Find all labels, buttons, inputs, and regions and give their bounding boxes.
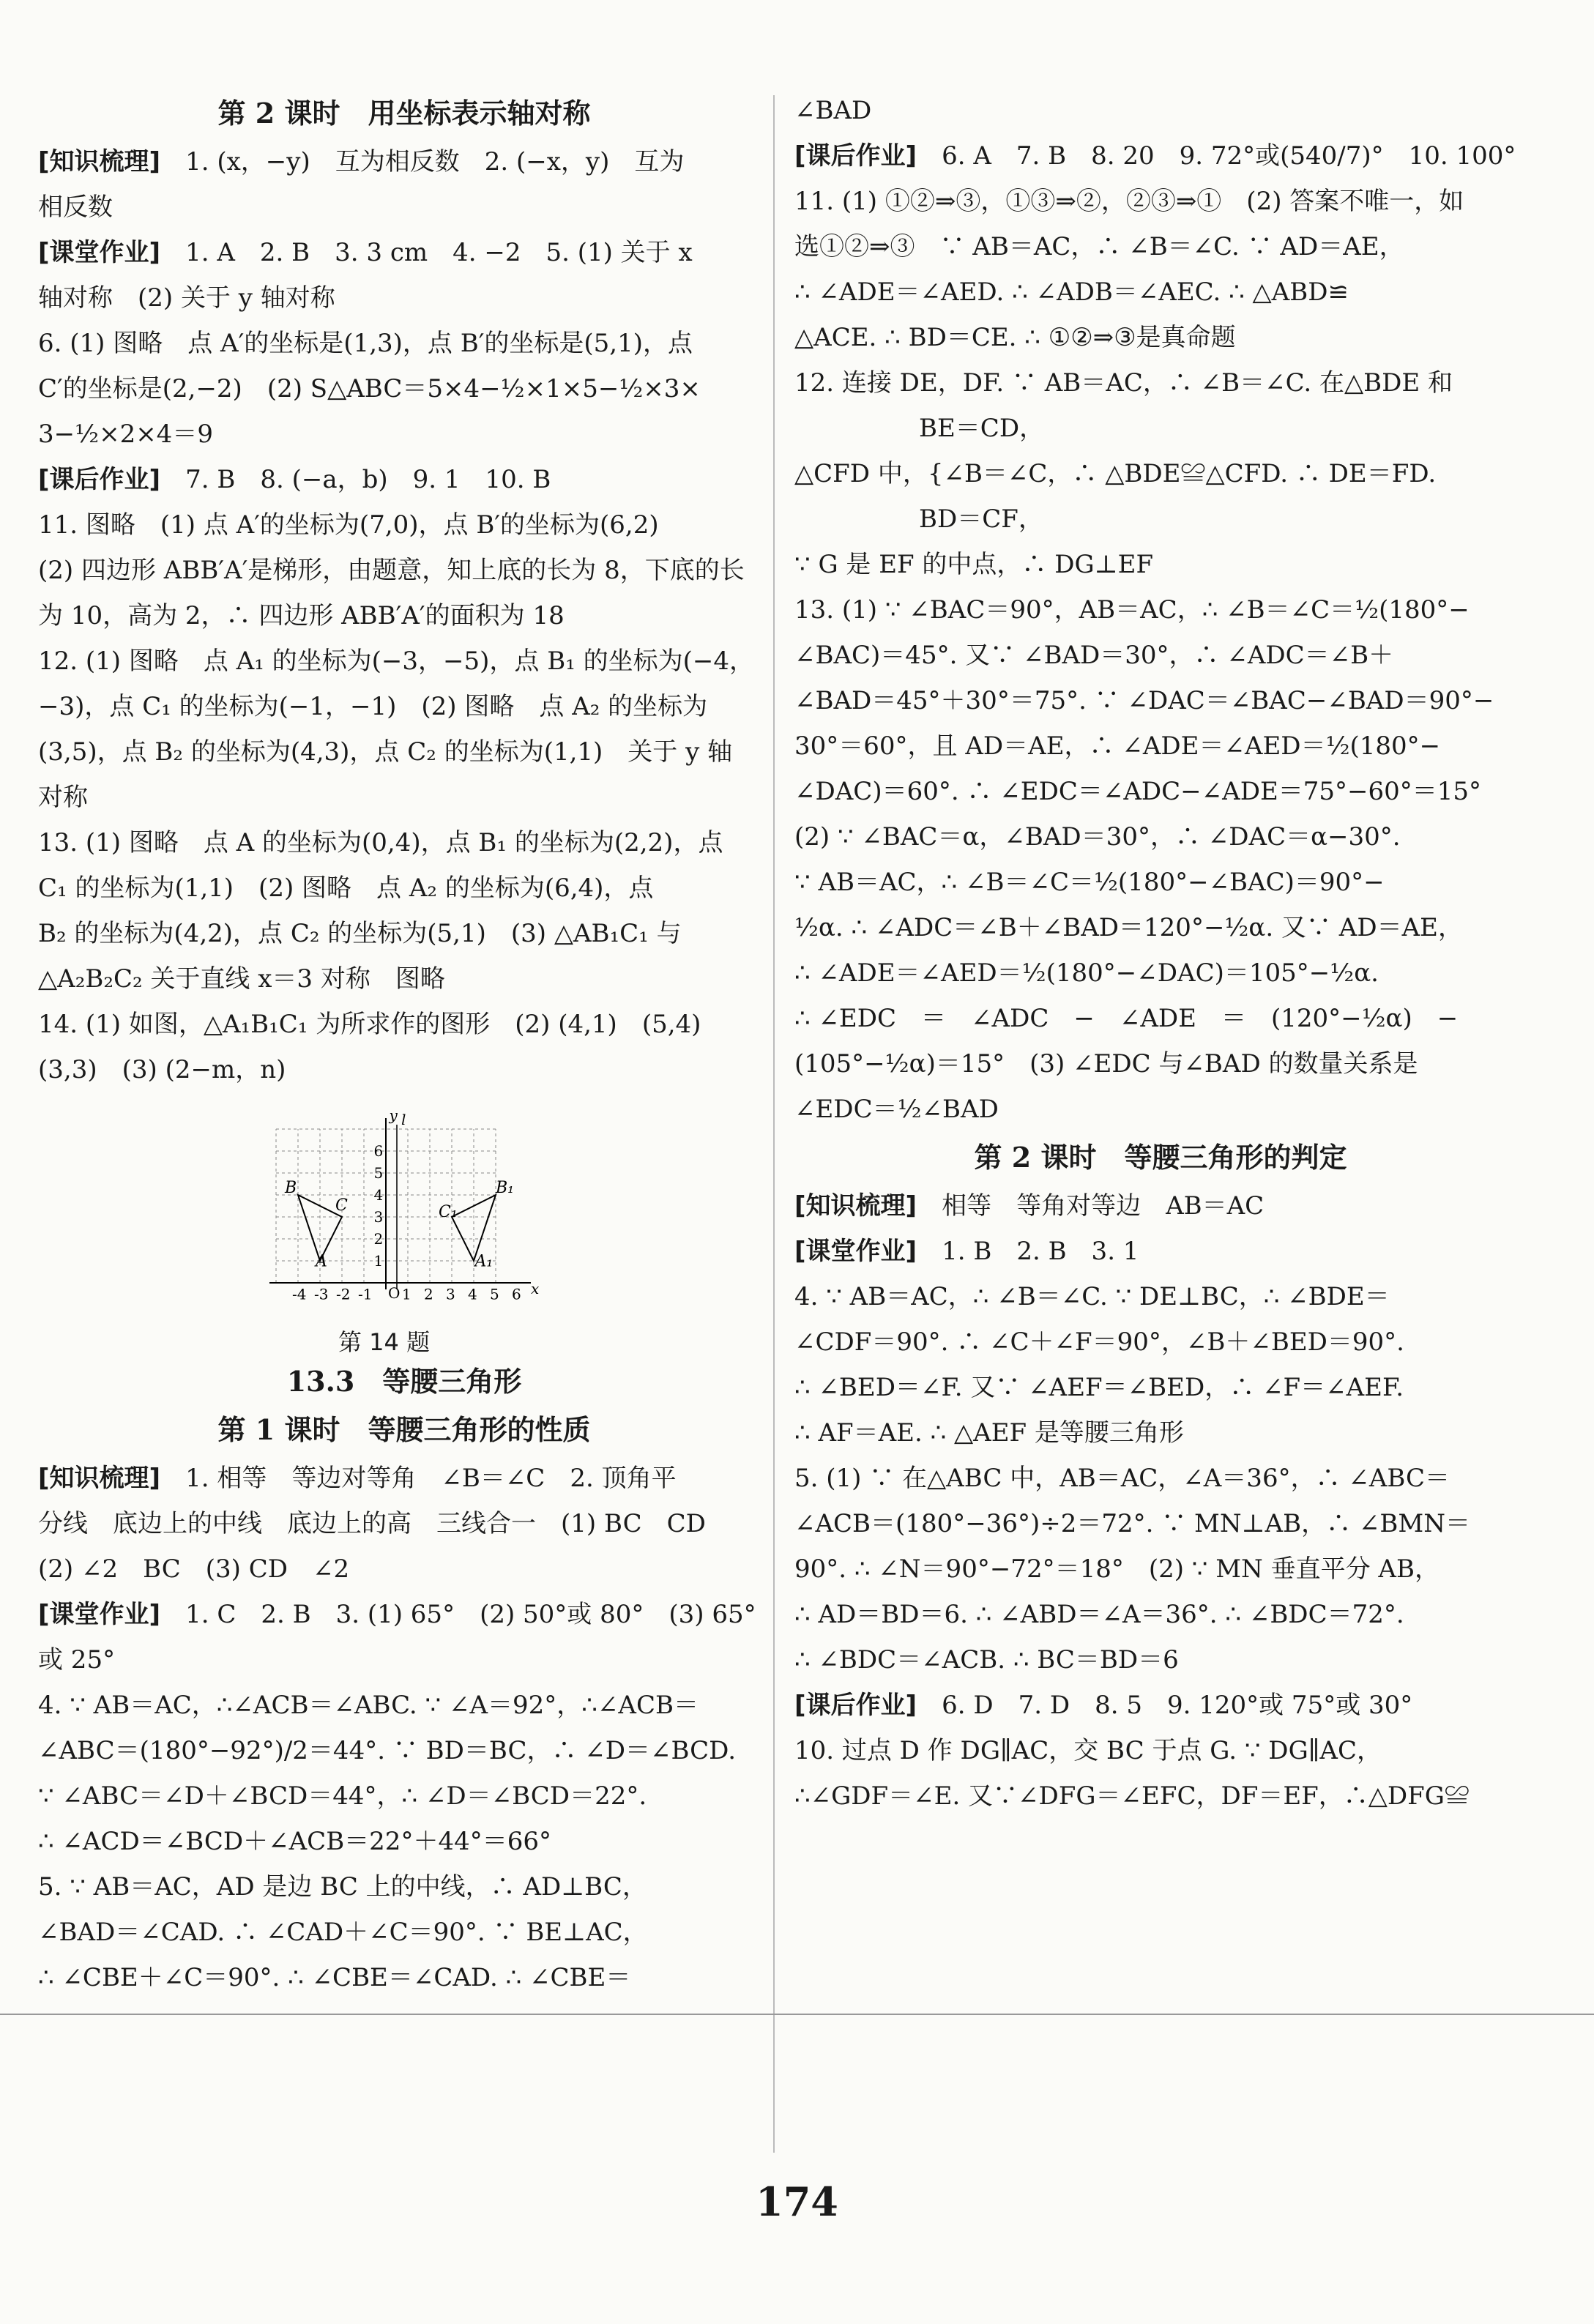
answer-text: 12. 连接 DE，DF. ∵ AB＝AC，∴ ∠B＝∠C. 在△BDE 和 — [794, 368, 1453, 398]
x-tick-label: -3 — [314, 1285, 329, 1303]
answer-line — [794, 678, 1527, 723]
answer-text: ∵ AB＝AC，∴ ∠B＝∠C＝½(180°−∠BAC)＝90°− — [794, 868, 1385, 897]
answer-text: 1. (x，−y) 互为相反数 2. (−x，y) 互为 — [185, 147, 685, 176]
answer-text: ∴ ∠BDC＝∠ACB. ∴ BC＝BD＝6 — [794, 1645, 1179, 1675]
answer-text: 7. B 8. (−a，b) 9. 1 10. B — [185, 465, 551, 494]
x-tick-label: -2 — [336, 1285, 351, 1303]
answer-line — [794, 1087, 1527, 1132]
answer-line — [794, 860, 1527, 905]
answer-line — [794, 1592, 1527, 1637]
answer-text: 12. (1) 图略 点 A₁ 的坐标为(−3，−5)，点 B₁ 的坐标为(−4， — [38, 647, 755, 676]
answer-text: △CFD 中，{∠B＝∠C，∴ △BDE≌△CFD. ∴ DE＝FD. — [794, 459, 1437, 488]
answer-text: ∴ ∠ADE＝∠AED. ∴ ∠ADB＝∠AEC. ∴ △ABD≌ — [794, 278, 1349, 307]
y-tick-label: 3 — [373, 1208, 384, 1226]
answer-text: ∴ ∠BED＝∠F. 又∵ ∠AEF＝∠BED，∴ ∠F＝∠AEF. — [794, 1373, 1404, 1402]
answer-line — [794, 406, 1527, 451]
answer-line — [794, 905, 1527, 950]
answer-text: 5. ∵ AB＝AC，AD 是边 BC 上的中线，∴ AD⊥BC， — [38, 1872, 647, 1902]
right-column — [794, 88, 1527, 1819]
answer-text: ∠EDC＝½∠BAD — [794, 1095, 999, 1124]
y-axis-label: y — [389, 1106, 398, 1124]
answer-text: 相反数 — [38, 193, 113, 222]
section-tag: [ 知识梳理 ] — [38, 147, 160, 176]
answer-line — [38, 502, 770, 548]
answer-text: 6. A 7. B 8. 20 9. 72°或(540/7)° 10. 100° — [942, 141, 1516, 171]
answer-line — [794, 1456, 1527, 1501]
answer-line — [38, 1955, 770, 2000]
section-heading: 第 2 课时 用坐标表示轴对称 — [217, 97, 591, 130]
answer-text: ∴ AF＝AE. ∴ △AEF 是等腰三角形 — [794, 1418, 1184, 1448]
answer-line — [38, 729, 770, 775]
answer-line — [794, 542, 1527, 587]
answer-text: (3,3) (3) (2−m，n) — [38, 1055, 286, 1084]
section-tag: [ 课后作业 ] — [794, 1691, 917, 1720]
answer-line — [38, 684, 770, 729]
answer-text: ∴ ∠ACD＝∠BCD＋∠ACB＝22°＋44°＝66° — [38, 1827, 551, 1856]
answer-line — [794, 1365, 1527, 1410]
answer-text: (3,5)，点 B₂ 的坐标为(4,3)，点 C₂ 的坐标为(1,1) 关于 y 轴 — [38, 737, 733, 767]
section-heading: 第 1 课时 等腰三角形的性质 — [217, 1413, 591, 1446]
answer-text: (2) ∵ ∠BAC＝α，∠BAD＝30°，∴ ∠DAC＝α−30°. — [794, 822, 1401, 852]
line-l-label: l — [401, 1111, 406, 1128]
point-a-label: A — [316, 1252, 327, 1271]
answer-text: ∠CDF＝90°. ∴ ∠C＋∠F＝90°，∠B＋∠BED＝90°. — [794, 1327, 1404, 1357]
point-c-label: C — [335, 1196, 348, 1215]
x-tick-label: 5 — [490, 1285, 499, 1303]
answer-text: 30°＝60°，且 AD＝AE，∴ ∠ADE＝∠AED＝½(180°− — [794, 731, 1441, 761]
answer-text: ½α. ∴ ∠ADC＝∠B＋∠BAD＝120°−½α. 又∵ AD＝AE， — [794, 913, 1463, 942]
answer-text: ∵ ∠ABC＝∠D＋∠BCD＝44°，∴ ∠D＝∠BCD＝22°. — [38, 1781, 647, 1811]
section-tag: [ 课堂作业 ] — [38, 1600, 160, 1629]
answer-text: ∴ ∠CBE＋∠C＝90°. ∴ ∠CBE＝∠CAD. ∴ ∠CBE＝ — [38, 1963, 631, 1992]
answer-line — [794, 587, 1527, 633]
answer-text: C′的坐标是(2,−2) (2) S△ABC＝5×4−½×1×5−½×3× — [38, 374, 701, 403]
answer-line — [38, 548, 770, 593]
answer-line — [794, 814, 1527, 860]
answer-line — [794, 1319, 1527, 1365]
answer-text: ∵ G 是 EF 的中点，∴ DG⊥EF — [794, 550, 1154, 579]
answer-text: ∠BAD — [794, 96, 872, 125]
answer-line — [38, 1773, 770, 1819]
answer-text: ∴ ∠EDC ＝ ∠ADC − ∠ADE ＝ (120°−½α) − — [794, 1004, 1459, 1033]
y-tick-label: 5 — [373, 1164, 384, 1182]
answer-text: 90°. ∴ ∠N＝90°−72°＝18° (2) ∵ MN 垂直平分 AB， — [794, 1554, 1440, 1584]
answer-text: 4. ∵ AB＝AC，∴∠ACB＝∠ABC. ∵ ∠A＝92°，∴∠ACB＝ — [38, 1691, 699, 1720]
answer-text: △ACE. ∴ BD＝CE. ∴ ①②⇒③是真命题 — [794, 323, 1236, 352]
answer-line — [794, 224, 1527, 269]
answer-text: 或 25° — [38, 1645, 116, 1675]
section-tag: [ 知识梳理 ] — [794, 1191, 917, 1221]
answer-line — [38, 1002, 770, 1047]
answer-line — [38, 139, 770, 185]
x-tick-label: 6 — [512, 1285, 521, 1303]
x-tick-label: -1 — [358, 1285, 373, 1303]
answer-line — [794, 1410, 1527, 1456]
answer-line — [38, 1546, 770, 1592]
answer-line — [794, 996, 1527, 1041]
answer-text: 选①②⇒③ ∵ AB＝AC，∴ ∠B＝∠C. ∵ AD＝AE， — [794, 232, 1404, 261]
answer-text: 4. ∵ AB＝AC，∴ ∠B＝∠C. ∵ DE⊥BC，∴ ∠BDE＝ — [794, 1282, 1390, 1311]
answer-line — [38, 1910, 770, 1955]
answer-line — [38, 275, 770, 321]
answer-line — [794, 1637, 1527, 1683]
answer-text: 1. B 2. B 3. 1 — [942, 1237, 1139, 1266]
answer-text: 轴对称 (2) 关于 y 轴对称 — [38, 283, 335, 313]
section-heading: 第 2 课时 等腰三角形的判定 — [974, 1141, 1347, 1174]
y-tick-label: 2 — [373, 1230, 384, 1248]
section-tag: [ 课堂作业 ] — [794, 1237, 917, 1266]
answer-text: 13. (1) ∵ ∠BAC＝90°，AB＝AC，∴ ∠B＝∠C＝½(180°− — [794, 595, 1470, 625]
answer-line — [38, 230, 770, 275]
answer-text: ∠ABC＝(180°−92°)/2＝44°. ∵ BD＝BC，∴ ∠D＝∠BCD. — [38, 1736, 737, 1765]
answer-text: 为 10，高为 2，∴ 四边形 ABB′A′的面积为 18 — [38, 601, 565, 630]
x-axis-label: x — [531, 1280, 540, 1297]
x-tick-label: 3 — [446, 1285, 455, 1303]
answer-line — [794, 179, 1527, 224]
answer-line — [38, 1864, 770, 1910]
answer-line — [38, 1819, 770, 1864]
point-a1-label: A₁ — [474, 1252, 494, 1271]
origin-label: O — [388, 1284, 401, 1302]
page-number: 174 — [756, 2178, 838, 2225]
answer-line — [38, 1683, 770, 1728]
left-column — [38, 88, 770, 2000]
point-b-label: B — [285, 1179, 297, 1197]
x-tick-label: 4 — [468, 1285, 477, 1303]
answer-line — [794, 496, 1527, 542]
answer-text: 13. (1) 图略 点 A 的坐标为(0,4)，点 B₁ 的坐标为(2,2)，点 — [38, 828, 723, 857]
answer-line — [794, 1501, 1527, 1546]
answer-text: 10. 过点 D 作 DG∥AC，交 BC 于点 G. ∵ DG∥AC， — [794, 1736, 1382, 1765]
answer-text: ∠ACB＝(180°−36°)÷2＝72°. ∵ MN⊥AB，∴ ∠BMN＝ — [794, 1509, 1470, 1538]
answer-line — [794, 451, 1527, 496]
answer-text: ∠BAC)＝45°. 又∵ ∠BAD＝30°，∴ ∠ADC＝∠B＋ — [794, 641, 1394, 670]
section-tag: [ 知识梳理 ] — [38, 1464, 160, 1493]
answer-text: 1. C 2. B 3. (1) 65° (2) 50°或 80° (3) 65° — [185, 1600, 756, 1629]
y-tick-label: 4 — [373, 1186, 384, 1204]
answer-text: 11. 图略 (1) 点 A′的坐标为(7,0)，点 B′的坐标为(6,2) — [38, 510, 659, 540]
section-tag: [ 课后作业 ] — [38, 465, 160, 494]
answer-text: ∠BAD＝45°＋30°＝75°. ∵ ∠DAC＝∠BAC−∠BAD＝90°− — [794, 686, 1494, 715]
answer-text: ∴ AD＝BD＝6. ∴ ∠ABD＝∠A＝36°. ∴ ∠BDC＝72°. — [794, 1600, 1404, 1629]
x-tick-label: 1 — [402, 1285, 411, 1303]
answer-text: BE＝CD， — [794, 414, 1045, 443]
answer-line — [794, 88, 1527, 133]
answer-text: ∴∠GDF＝∠E. 又∵∠DFG＝∠EFC，DF＝EF，∴△DFG≌ — [794, 1781, 1470, 1811]
answer-line — [38, 185, 770, 230]
answer-line — [38, 1456, 770, 1501]
answer-line — [38, 1728, 770, 1773]
answer-text: 14. (1) 如图，△A₁B₁C₁ 为所求作的图形 (2) (4,1) (5,4) — [38, 1010, 701, 1039]
answer-line — [794, 1229, 1527, 1274]
answer-line — [38, 1592, 770, 1637]
coordinate-figure-svg — [258, 1100, 565, 1319]
answer-line — [38, 321, 770, 366]
answer-text: C₁ 的坐标为(1,1) (2) 图略 点 A₂ 的坐标为(6,4)，点 — [38, 874, 654, 903]
section-tag: [ 课后作业 ] — [794, 141, 917, 171]
answer-line — [38, 911, 770, 956]
answer-text: 相等 等角对等边 AB＝AC — [942, 1191, 1265, 1221]
answer-text: 11. (1) ①②⇒③，①③⇒②，②③⇒① (2) 答案不唯一，如 — [794, 187, 1464, 216]
answer-line — [794, 1041, 1527, 1087]
answer-line — [794, 1728, 1527, 1773]
figure-14 — [38, 1100, 770, 1356]
x-tick-label: 2 — [424, 1285, 433, 1303]
section-tag: [ 课堂作业 ] — [38, 238, 160, 267]
answer-line — [794, 1683, 1527, 1728]
answer-line — [794, 1183, 1527, 1229]
answer-text: 5. (1) ∵ 在△ABC 中，AB＝AC，∠A＝36°，∴ ∠ABC＝ — [794, 1464, 1450, 1493]
figure-caption: 第 14 题 — [338, 1328, 431, 1356]
answer-line — [794, 950, 1527, 996]
answer-line — [794, 360, 1527, 406]
answer-text: (105°−½α)＝15° (3) ∠EDC 与∠BAD 的数量关系是 — [794, 1049, 1418, 1079]
answer-line — [794, 633, 1527, 678]
answer-line — [38, 638, 770, 684]
answer-line — [38, 457, 770, 502]
answer-text: B₂ 的坐标为(4,2)，点 C₂ 的坐标为(5,1) (3) △AB₁C₁ 与 — [38, 919, 682, 948]
point-b1-label: B₁ — [496, 1179, 514, 1197]
answer-line — [794, 269, 1527, 315]
page-fold-line — [0, 2014, 1594, 2015]
answer-line — [38, 593, 770, 638]
column-divider — [773, 95, 775, 2153]
answer-text: 1. 相等 等边对等角 ∠B＝∠C 2. 顶角平 — [185, 1464, 677, 1493]
answer-line — [38, 865, 770, 911]
answer-text: 3−½×2×4＝9 — [38, 420, 213, 449]
answer-line — [38, 366, 770, 411]
answer-text: 对称 — [38, 783, 88, 812]
answer-line — [38, 1047, 770, 1092]
answer-line — [794, 1274, 1527, 1319]
answer-line — [794, 1773, 1527, 1819]
answer-line — [38, 956, 770, 1002]
answer-text: −3)，点 C₁ 的坐标为(−1，−1) (2) 图略 点 A₂ 的坐标为 — [38, 692, 708, 721]
answer-text: 1. A 2. B 3. 3 cm 4. −2 5. (1) 关于 x — [185, 238, 693, 267]
answer-line — [794, 133, 1527, 179]
answer-text: △A₂B₂C₂ 关于直线 x＝3 对称 图略 — [38, 964, 445, 994]
answer-line — [38, 411, 770, 457]
answer-line — [794, 769, 1527, 814]
answer-text: (2) ∠2 BC (3) CD ∠2 — [38, 1554, 350, 1584]
answer-text: BD＝CF， — [794, 504, 1043, 534]
answer-line — [38, 775, 770, 820]
answer-line — [38, 1501, 770, 1546]
answer-line — [794, 315, 1527, 360]
answer-text: 6. D 7. D 8. 5 9. 120°或 75°或 30° — [942, 1691, 1413, 1720]
y-tick-label: 6 — [373, 1142, 384, 1160]
answer-text: ∴ ∠ADE＝∠AED＝½(180°−∠DAC)＝105°−½α. — [794, 958, 1379, 988]
y-tick-label: 1 — [373, 1252, 384, 1270]
answer-text: ∠BAD＝∠CAD. ∴ ∠CAD＋∠C＝90°. ∵ BE⊥AC， — [38, 1918, 648, 1947]
answer-text: (2) 四边形 ABB′A′是梯形，由题意，知上底的长为 8，下底的长 — [38, 556, 745, 585]
answer-line — [38, 820, 770, 865]
answer-text: ∠DAC)＝60°. ∴ ∠EDC＝∠ADC−∠ADE＝75°−60°＝15° — [794, 777, 1482, 806]
section-heading: 13.3 等腰三角形 — [286, 1365, 522, 1398]
point-c1-label: C₁ — [439, 1203, 458, 1221]
answer-line — [38, 1637, 770, 1683]
x-tick-label: -4 — [292, 1285, 307, 1303]
answer-line — [794, 723, 1527, 769]
answer-text: 分线 底边上的中线 底边上的高 三线合一 (1) BC CD — [38, 1509, 706, 1538]
answer-text: 6. (1) 图略 点 A′的坐标是(1,3)，点 B′的坐标是(5,1)，点 — [38, 329, 693, 358]
answer-line — [794, 1546, 1527, 1592]
